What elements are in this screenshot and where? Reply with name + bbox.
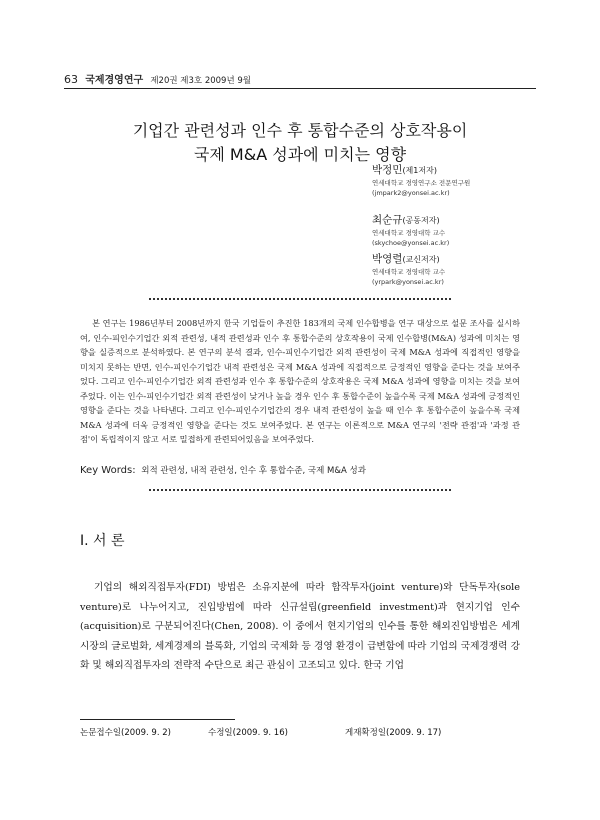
section-heading: Ⅰ. 서 론 [80, 533, 125, 549]
author-email: (jmpark2@yonsei.ac.kr) [372, 189, 450, 197]
author-name: 박정민 [372, 164, 403, 176]
title-line-1: 기업간 관련성과 인수 후 통합수준의 상호작용이 [132, 121, 468, 140]
author-role: (교신저자) [402, 255, 440, 264]
author-name-line [372, 213, 542, 228]
keywords-line [80, 464, 520, 476]
title-line-2: 국제 M&A 성과에 미치는 영향 [193, 145, 407, 164]
author-affiliation: 연세대학교 경영대학 교수 [372, 268, 446, 276]
author-email: (skychoe@yonsei.ac.kr) [372, 239, 450, 247]
author-block [372, 252, 542, 287]
author-block [372, 163, 542, 198]
body-paragraph: 기업의 해외직접투자(FDI) 방법은 소유지분에 따라 합작투자(joint venture)와 단독투자(sole venture)로 나누어지고, 진입방법에 따라 신규설립(greenfield investment)과 현지기업 인수(acquisition)로 구분되어진다(Chen, 2008). 이 중에서 현지기업의 인수를 통한 해외진입방법은 세계시장의 글로벌화, 세계경제의 블록화, 기업의 국제화 등 경영 환경이 급변함에 따라 기업의 국제경쟁력 강화 및 해외직접투자의 전략적 수단으로 최근 관심이 고조되고 있다. 한국 기업 [80, 582, 520, 671]
revised-date: 수정일(2009. 9. 16) [208, 728, 288, 738]
accepted-date: 게재확정일(2009. 9. 17) [345, 728, 442, 738]
journal-issue: 제20권 제3호 2009년 9월 [150, 76, 251, 86]
header-rule [64, 88, 536, 89]
author-role: (제1저자) [402, 166, 437, 175]
journal-name: 국제경영연구 [85, 75, 144, 86]
keywords-label: Key Words: [80, 465, 136, 476]
dotted-divider-bottom [149, 489, 451, 491]
author-name-line [372, 163, 542, 178]
author-email: (yrpark@yonsei.ac.kr) [372, 278, 444, 286]
abstract-text: 본 연구는 1986년부터 2008년까지 한국 기업들이 추진한 183개의 국제 인수합병을 연구 대상으로 설문 조사를 실시하여, 인수-피인수기업간 외적 관련성, 내적 관련성과 인수 후 통합수준의 상호작용이 국제 인수합병(M&A) 성과에 미치는 영향을 실증적으로 분석하였다. 본 연구의 분석 결과, 인수-피인수기업간 외적 관련성이 국제 M&A 성과에 직접적인 영향을 미치지 못하는 반면, 인수-피인수기업간 내적 관련성은 국제 M&A 성과에 직접적으로 긍정적인 영향을 준다는 것을 보여주었다. 그리고 인수-피인수기업간 외적 관련성과 인수 후 통합수준의 상호작용은 국제 M&A 성과에 영향을 미치는 것을 보여주었다. 이는 인수-피인수기업간 외적 관련성이 낮거나 높을 경우 인수 후 통합수준이 높을수록 국제 M&A 성과에 긍정적인 영향을 준다는 것을 나타낸다. 그리고 인수-피인수기업간의 경우 내적 관련성이 높을 때 인수 후 통합수준이 높을수록 국제 M&A 성과에 더욱 긍정적인 영향을 준다는 것도 보여주었다. 본 연구는 이론적으로 M&A 연구의 '전략 관점'과 '과정 관점'이 독립적이지 않고 서로 밀접하게 관련되어있음을 보여주었다. [80, 318, 520, 444]
author-name: 박영렬 [372, 253, 403, 265]
dotted-divider-top [149, 298, 451, 300]
paper-title [60, 119, 540, 167]
author-name-line [372, 252, 542, 267]
footnote-rule [80, 719, 235, 720]
received-date: 논문접수일(2009. 9. 2) [80, 728, 171, 738]
author-name: 최순규 [372, 214, 403, 226]
author-affiliation: 연세대학교 경영연구소 전문연구원 [372, 179, 471, 187]
page-number: 63 [64, 73, 78, 86]
author-role: (공동저자) [402, 216, 440, 225]
author-affiliation: 연세대학교 경영대학 교수 [372, 229, 446, 237]
keywords-text: 외적 관련성, 내적 관련성, 인수 후 통합수준, 국제 M&A 성과 [141, 466, 366, 476]
author-block [372, 213, 542, 248]
running-head [64, 71, 251, 86]
